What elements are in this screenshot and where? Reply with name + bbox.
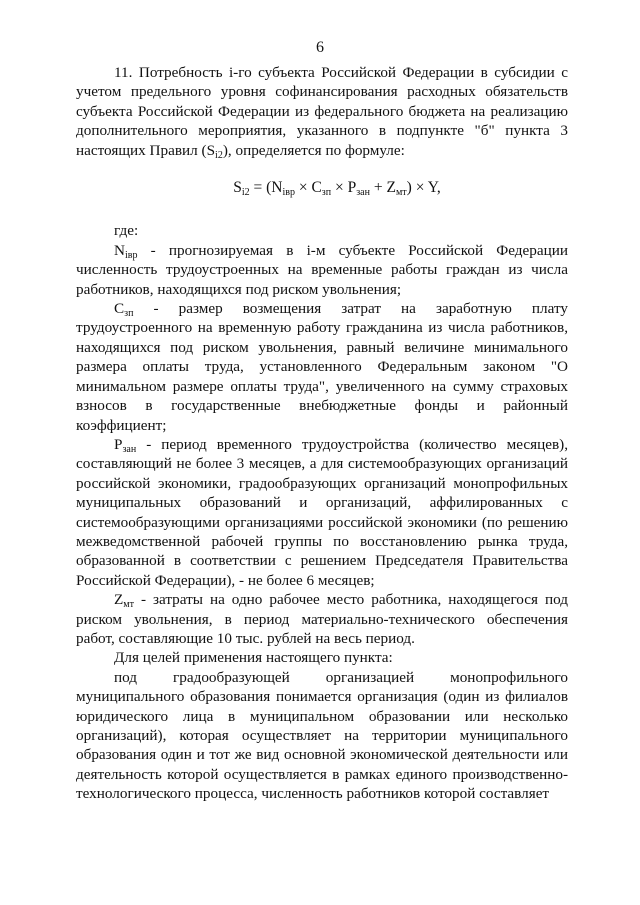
- subsidy-symbol: S: [206, 141, 216, 159]
- subsidy-symbol-subscript: i2: [215, 149, 223, 161]
- formula-n: N: [271, 179, 283, 197]
- clause-lead-text: 11. Потребность i-го субъекта Российской Федерации в субсидии с учетом предельного уровня софинансирования расходных обязательств субъекта Российской Федерации из федерального бюджета на реализацию дополнительного мероприятия, указанного в подпункте "б" пункта 3 настоящих Правил (: [76, 64, 568, 159]
- purpose-paragraph: Для целей применения настоящего пункта:: [114, 649, 393, 667]
- definition-z: [76, 590, 568, 648]
- formula-s: S: [233, 179, 242, 197]
- definition-c-subscript: зп: [124, 308, 134, 320]
- definition-z-symbol: Z: [114, 591, 124, 609]
- definition-n-symbol: N: [114, 241, 125, 259]
- formula-times-1: ×: [294, 179, 312, 197]
- definition-c-text: - размер возмещения затрат на заработную плату трудоустроенного на временную работу гражданина из числа работников, находящихся под риском увольнения, равный величине минимального размера оплаты труда, установленного Федеральным законом "О минимальном размере оплаты труда", увеличенного на сумму страховых взносов в государственные внебюджетные фонды и районный коэффициент;: [76, 300, 568, 434]
- definition-z-subscript: мт: [123, 599, 134, 611]
- definition-p-symbol: P: [114, 435, 123, 453]
- clause-tail-text: ), определяется по формуле:: [222, 141, 405, 159]
- formula-z: Z: [386, 179, 396, 197]
- definition-n: [76, 241, 568, 299]
- definition-p-subscript: зан: [122, 443, 137, 455]
- formula-times-2: ×: [331, 179, 348, 197]
- definition-c-symbol: C: [114, 300, 125, 318]
- formula-p-sub: зан: [356, 187, 370, 199]
- formula-p: P: [347, 179, 357, 197]
- definition-n-text: - прогнозируемая в i-м субъекте Российской Федерации численность трудоустроенных на временные работы граждан из числа работников, находящихся под риском увольнения;: [76, 241, 568, 298]
- formula-close: ) × Y,: [406, 179, 441, 197]
- formula-eq: = (: [249, 179, 272, 197]
- definition-p-text: - период временного трудоустройства (количество месяцев), составляющий не более 3 месяцев, а для системообразующих организаций российской экономики, градообразующих организаций монопрофильных муниципальных образований и организаций, аффилированных с системообразующими организациями российской экономики (по решению межведомственной рабочей группы по восстановлению рынка труда, образованной в соответствии с решением Председателя Правительства Российской Федерации), - не более 6 месяцев;: [76, 435, 568, 589]
- definition-c: [76, 299, 568, 435]
- formula-c-sub: зп: [321, 187, 332, 199]
- formula-c: C: [311, 179, 322, 197]
- definition-z-text: - затраты на одно рабочее место работника, находящегося под риском увольнения, в период материально-технического обеспечения работ, составляющие 10 тыс. рублей на весь период.: [76, 591, 568, 647]
- town-forming-org-paragraph: под градообразующей организацией монопрофильного муниципального образования понимается организация (один из филиалов юридического лица в муниципальном образовании или несколько организаций), которая осуществляет на территории муниципального образования один и тот же вид основной экономической деятельности или деятельность которой осуществляется в рамках единого производственно-технологического процесса, численность работников которой составляет: [76, 668, 568, 803]
- document-body: [76, 63, 568, 804]
- clause-11-paragraph: [76, 63, 568, 160]
- where-label: где:: [114, 222, 139, 240]
- formula-n-sub: iвр: [282, 187, 295, 199]
- definition-p: [76, 435, 568, 590]
- formula-plus: +: [369, 179, 387, 197]
- formula-z-sub: мт: [395, 187, 407, 199]
- subsidy-formula: [76, 178, 568, 197]
- page-number: 6: [316, 39, 324, 56]
- formula-s-sub: i2: [241, 187, 250, 199]
- definition-n-subscript: iвр: [124, 249, 138, 261]
